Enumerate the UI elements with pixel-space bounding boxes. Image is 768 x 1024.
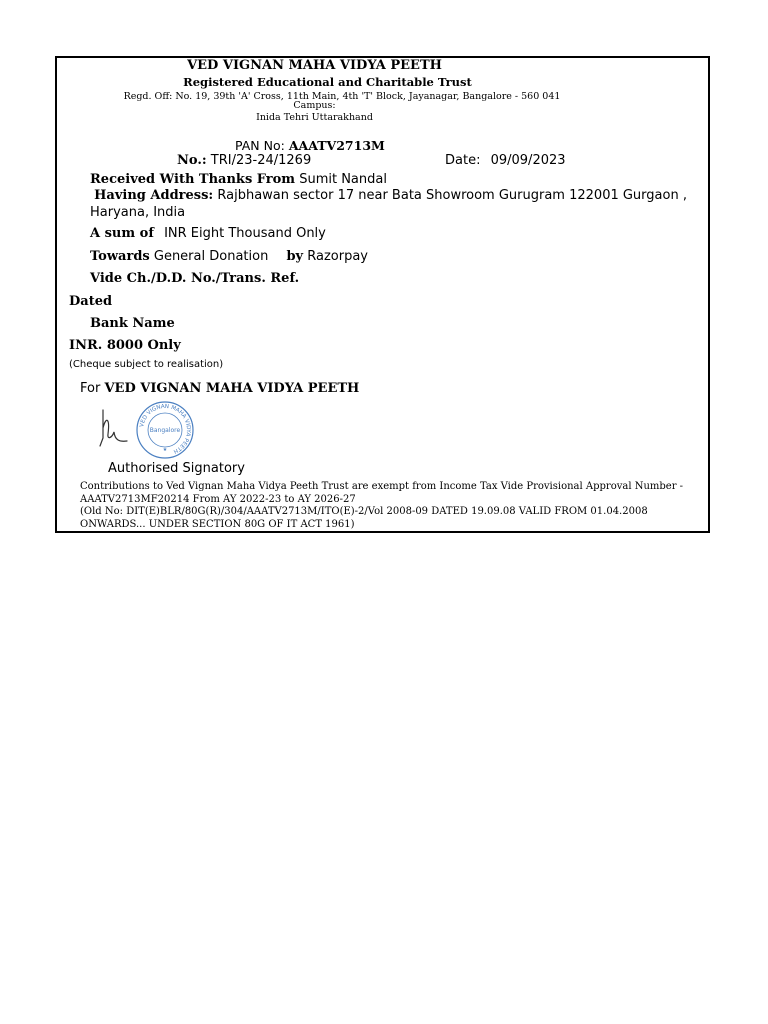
receipt-number [177,153,311,168]
pan-number [235,138,385,153]
dated-label: Dated [69,294,113,309]
donation-receipt [55,56,710,533]
stamp-ring-text: VED VIGNAN MAHA VIDYA PEETH [139,403,192,455]
footer-old-approval: (Old No: DIT(E)BLR/80G(R)/304/AAATV2713M/ITO(E)-2/Vol 2008-09 DATED 19.09.08 VALID FROM 01.04.2008 ONWARDS... UNDER SECTION 80G OF IT ACT 1961) [80,506,648,530]
tax-exemption-note [80,481,700,531]
for-label: For [80,381,101,396]
date-label: Date: [445,153,481,168]
amount-figure: INR. 8000 Only [69,338,181,353]
donor-address [90,187,700,221]
towards-label: Towards [90,249,150,264]
vide-reference-label: Vide Ch./D.D. No./Trans. Ref. [90,271,300,286]
registered-office-address: Regd. Off: No. 19, 39th 'A' Cross, 11th Main, 4th 'T' Block, Jayanagar, Bangalore - 560 041 [123,91,561,102]
receipt-number-label: No.: [177,153,207,168]
address-value: Rajbhawan sector 17 near Bata Showroom Gurugram 122001 Gurgaon , Haryana, India [90,188,687,220]
received-from [90,172,387,187]
organization-stamp [135,400,195,460]
footer-exemption: Contributions to Ved Vignan Maha Vidya Peeth Trust are exempt from Income Tax Vide Provisional Approval Number - AAATV2713MF20214 From AY 2022-23 to AY 2026-27 [80,481,684,505]
pan-value: AAATV2713M [288,138,385,153]
sum-value: INR Eight Thousand Only [164,226,326,241]
pan-label: PAN No: [235,138,285,153]
sum-label: A sum of [90,226,154,241]
sum-of [90,226,326,241]
for-organization [80,381,359,396]
bank-name-label: Bank Name [90,316,175,331]
payment-method: Razorpay [307,249,368,264]
cheque-note: (Cheque subject to realisation) [69,359,224,370]
date-value: 09/09/2023 [490,153,566,168]
organization-name: VED VIGNAN MAHA VIDYA PEETH [187,58,442,73]
received-label: Received With Thanks From [90,172,296,187]
address-label: Having Address: [94,188,214,203]
towards-row [90,249,368,264]
by-label: by [286,249,304,264]
for-org-name: VED VIGNAN MAHA VIDYA PEETH [104,381,360,396]
organization-subtitle: Registered Educational and Charitable Trust [183,75,472,89]
stamp-star-icon: ★ [162,447,168,453]
authorised-signatory: Authorised Signatory [108,461,245,476]
stamp-center-text: Bangalore [149,427,181,434]
towards-value: General Donation [153,249,269,264]
campus-location: Inida Tehri Uttarakhand [256,112,373,123]
receipt-date [445,153,566,168]
donor-name: Sumit Nandal [299,172,387,187]
campus-label: Campus: [293,100,336,111]
receipt-number-value: TRI/23-24/1269 [210,153,312,168]
signature-image [97,408,131,448]
